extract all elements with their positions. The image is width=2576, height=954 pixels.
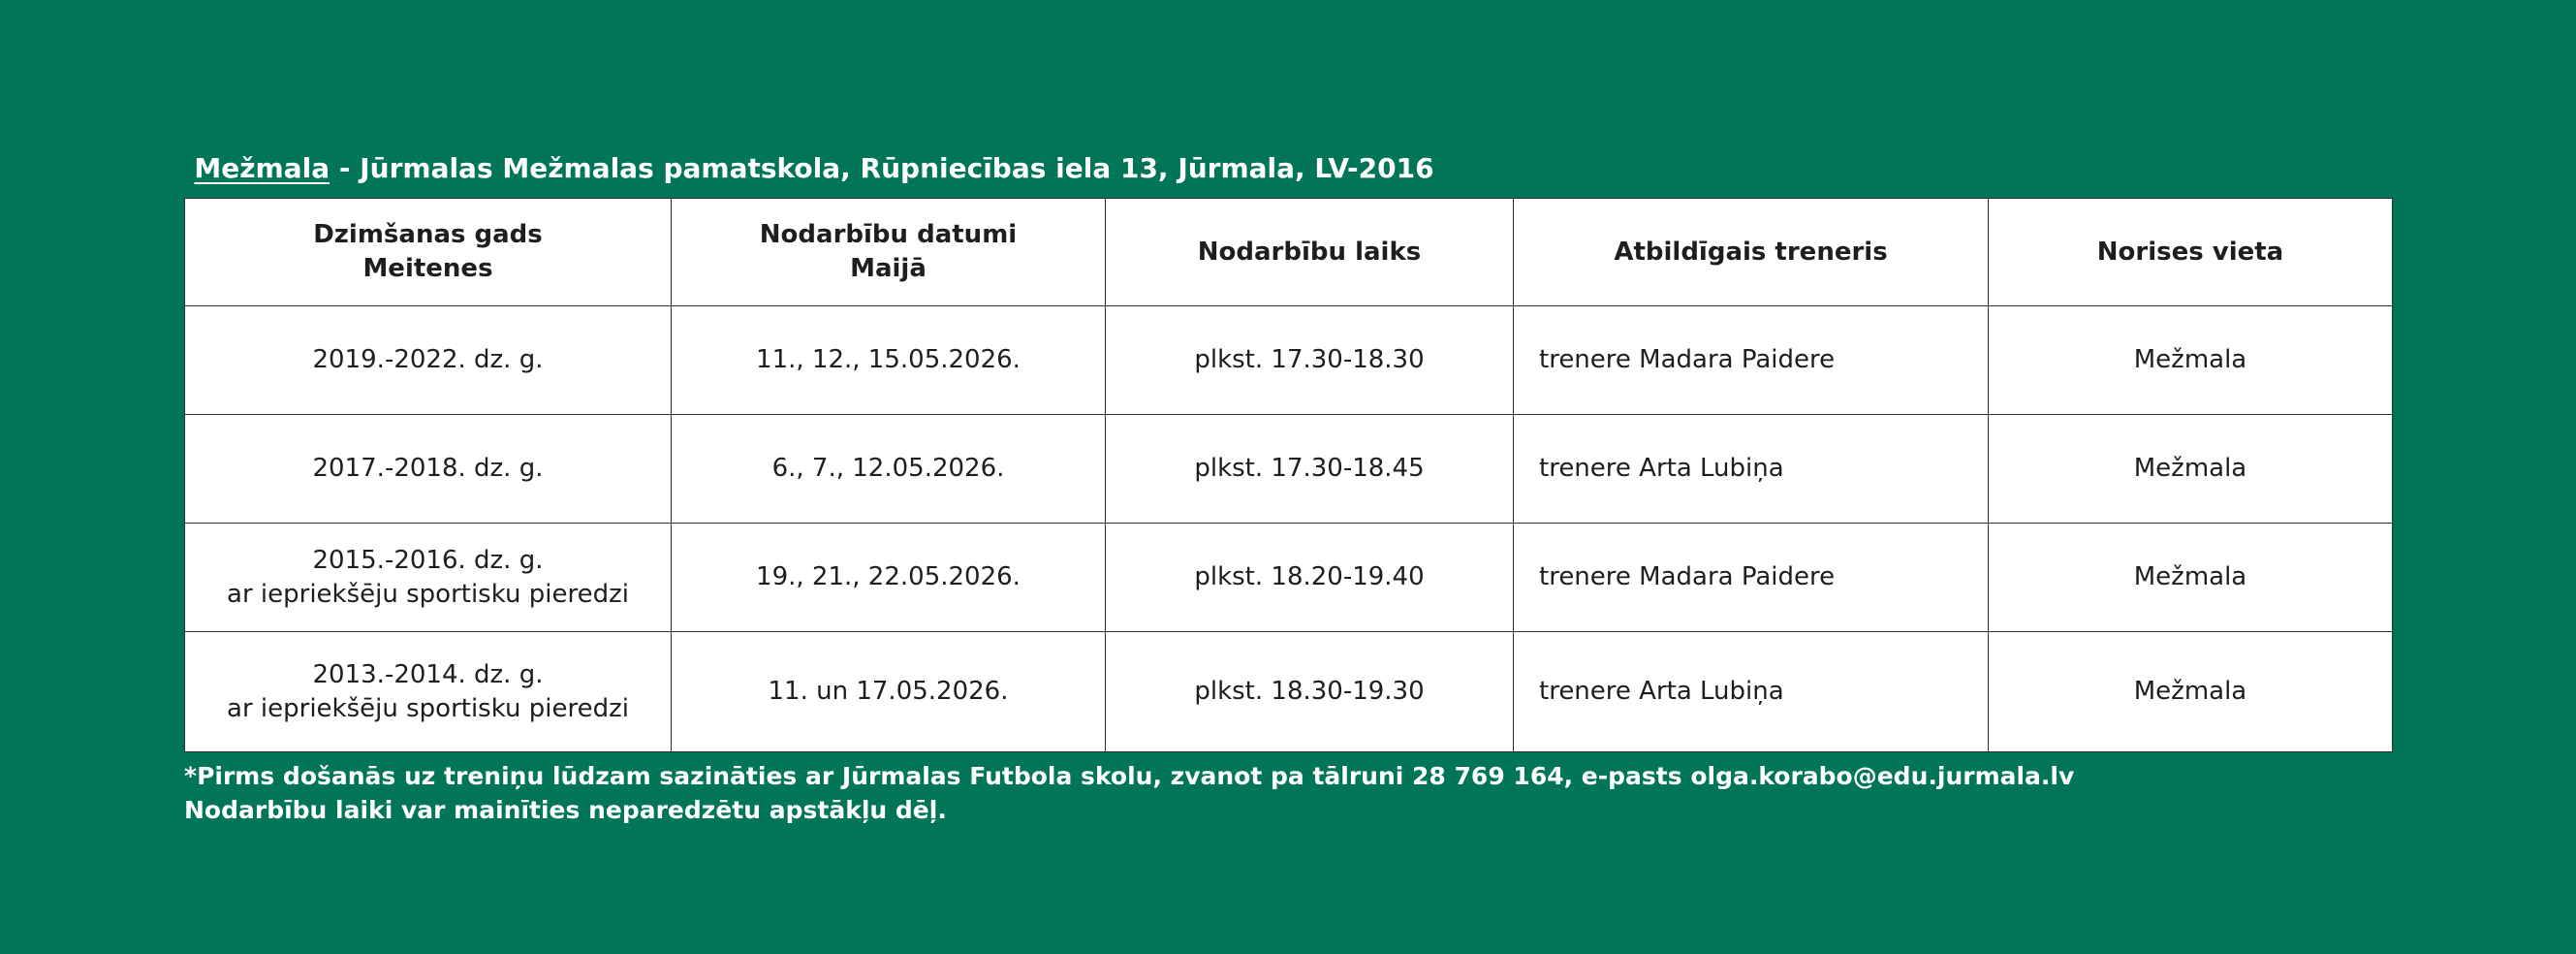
time-cell: plkst. 17.30-18.30 [1106,306,1514,415]
dates-cell: 11. un 17.05.2026. [672,632,1106,752]
birth-year: 2015.-2016. dz. g. [312,545,544,575]
header-time-label: Nodarbību laiks [1197,237,1422,267]
footnotes [184,759,2074,827]
birth-year-note: ar iepriekšēju sportisku pieredzi [227,579,629,609]
training-schedule-table [184,198,2393,752]
header-venue [1989,199,2393,306]
venue-address: - Jūrmalas Mežmalas pamatskola, Rūpniecības iela 13, Jūrmala, LV-2016 [330,152,1434,184]
dates-cell: 6., 7., 12.05.2026. [672,415,1106,524]
birth-year-cell [185,632,672,752]
birth-year-cell [185,524,672,632]
birth-year-note: ar iepriekšēju sportisku pieredzi [227,693,629,723]
table-header-row [185,199,2393,306]
coach-cell: trenere Arta Lubiņa [1514,415,1989,524]
time-cell: plkst. 18.20-19.40 [1106,524,1514,632]
table-row [185,306,2393,415]
table-row [185,415,2393,524]
birth-year-cell [185,306,672,415]
venue-heading [0,147,1628,190]
birth-year: 2013.-2014. dz. g. [312,659,544,689]
table-row [185,524,2393,632]
time-cell: plkst. 18.30-19.30 [1106,632,1514,752]
header-birth-year [185,199,672,306]
birth-year: 2019.-2022. dz. g. [312,345,544,374]
coach-cell: trenere Madara Paidere [1514,524,1989,632]
header-birth-year-label: Dzimšanas gads [313,220,543,249]
header-coach-label: Atbildīgais treneris [1614,237,1888,267]
header-coach [1514,199,1989,306]
header-dates-sublabel: Maijā [850,254,927,283]
birth-year: 2017.-2018. dz. g. [312,454,544,483]
contact-note: *Pirms došanās uz treniņu lūdzam sazināties ar Jūrmalas Futbola skolu, zvanot pa tālruni 28 769 164, e-pasts olga.korabo@edu.jurmala.lv [184,762,2075,790]
header-dates-label: Nodarbību datumi [759,220,1018,249]
table-row [185,632,2393,752]
header-dates [672,199,1106,306]
venue-cell: Mežmala [1989,524,2393,632]
birth-year-cell [185,415,672,524]
venue-cell: Mežmala [1989,632,2393,752]
venue-cell: Mežmala [1989,415,2393,524]
header-birth-year-sublabel: Meitenes [362,254,493,283]
schedule-change-note: Nodarbību laiki var mainīties neparedzētu apstākļu dēļ. [184,796,947,824]
time-cell: plkst. 17.30-18.45 [1106,415,1514,524]
header-time [1106,199,1514,306]
coach-cell: trenere Arta Lubiņa [1514,632,1989,752]
venue-cell: Mežmala [1989,306,2393,415]
header-venue-label: Norises vieta [2096,237,2284,267]
venue-link[interactable]: Mežmala [194,152,330,184]
dates-cell: 19., 21., 22.05.2026. [672,524,1106,632]
dates-cell: 11., 12., 15.05.2026. [672,306,1106,415]
coach-cell: trenere Madara Paidere [1514,306,1989,415]
